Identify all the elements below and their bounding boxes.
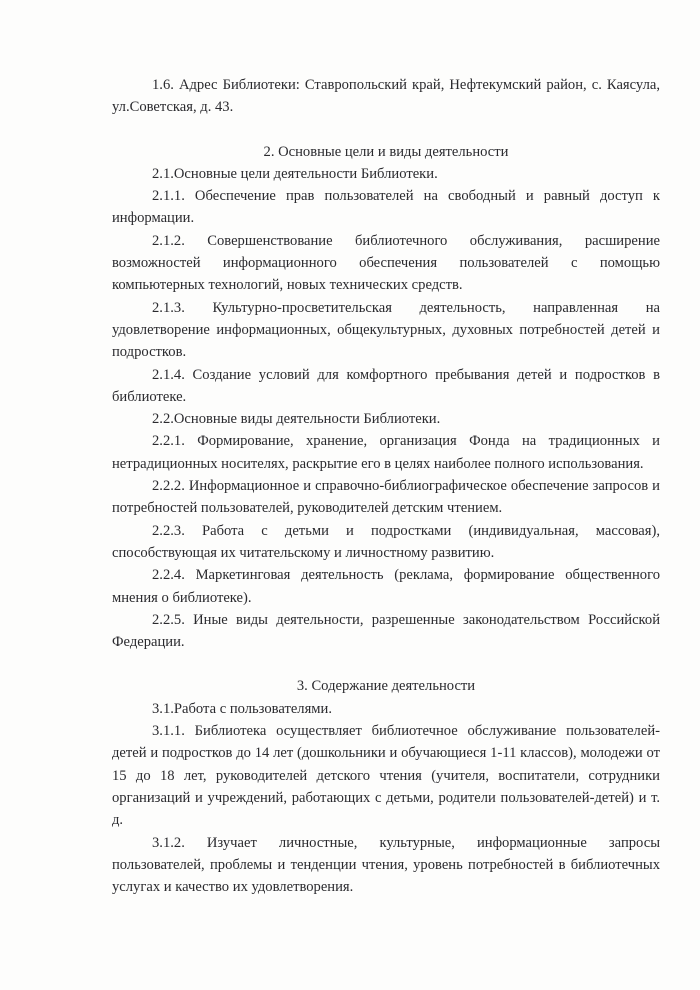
paragraph-2-1-2: 2.1.2. Совершенствование библиотечного обслуживания, расширение возможностей информационного обеспечения пользователей с помощью компьютерных технологий, новых технических средств. bbox=[112, 232, 660, 294]
paragraph-2-1-4: 2.1.4. Создание условий для комфортного пребывания детей и подростков в библиотеке. bbox=[112, 366, 660, 405]
paragraph-2-1-3: 2.1.3. Культурно-просветительская деятельность, направленная на удовлетворение информационных, общекультурных, духовных потребностей детей и подростков. bbox=[112, 299, 660, 361]
section-3-heading: 3. Содержание деятельности bbox=[296, 678, 476, 695]
paragraph-2-2: 2.2.Основные виды деятельности Библиотеки. bbox=[152, 411, 441, 428]
paragraph-1-6: 1.6. Адрес Библиотеки: Ставропольский край, Нефтекумский район, с. Каясула, ул.Советская, д. 43. bbox=[112, 77, 660, 116]
paragraph-2-2-3: 2.2.3. Работа с детьми и подростками (индивидуальная, массовая), способствующая их читательскому и личностному развитию. bbox=[112, 522, 660, 561]
spacer bbox=[112, 653, 660, 675]
paragraph-2-2-5: 2.2.5. Иные виды деятельности, разрешенные законодательством Российской Федерации. bbox=[112, 611, 660, 651]
paragraph-2-1: 2.1.Основные цели деятельности Библиотеки. bbox=[152, 165, 438, 182]
paragraph-2-2-2: 2.2.2. Информационное и справочно-библиографическое обеспечение запросов и потребностей пользователей, руководителей детским чтением. bbox=[112, 478, 660, 517]
paragraph-3-1: 3.1.Работа с пользователями. bbox=[152, 700, 332, 717]
paragraph-2-2-4: 2.2.4. Маркетинговая деятельность (реклама, формирование общественного мнения о библиотеке). bbox=[112, 567, 660, 606]
spacer bbox=[112, 119, 660, 141]
section-2-heading: 2. Основные цели и виды деятельности bbox=[263, 143, 509, 160]
paragraph-3-1-2: 3.1.2. Изучает личностные, культурные, информационные запросы пользователей, проблемы и тенденции чтения, уровень потребностей в библиотечных услугах и качество их удовлетворения. bbox=[112, 834, 660, 896]
paragraph-2-1-1: 2.1.1. Обеспечение прав пользователей на свободный и равный доступ к информации. bbox=[112, 188, 660, 227]
paragraph-3-1-1: 3.1.1. Библиотека осуществляет библиотечное обслуживание пользователей-детей и подростков до 14 лет (дошкольники и обучающиеся 1-11 классов), молодежи от 15 до 18 лет, руководителей детского чтения (учителя, воспитатели, сотрудники организаций и учреждений, работающих с детьми, родители пользователей-детей) и т. д. bbox=[112, 723, 660, 829]
paragraph-2-2-1: 2.2.1. Формирование, хранение, организация Фонда на традиционных и нетрадиционных носителях, раскрытие его в целях наиболее полного использования. bbox=[112, 433, 660, 472]
